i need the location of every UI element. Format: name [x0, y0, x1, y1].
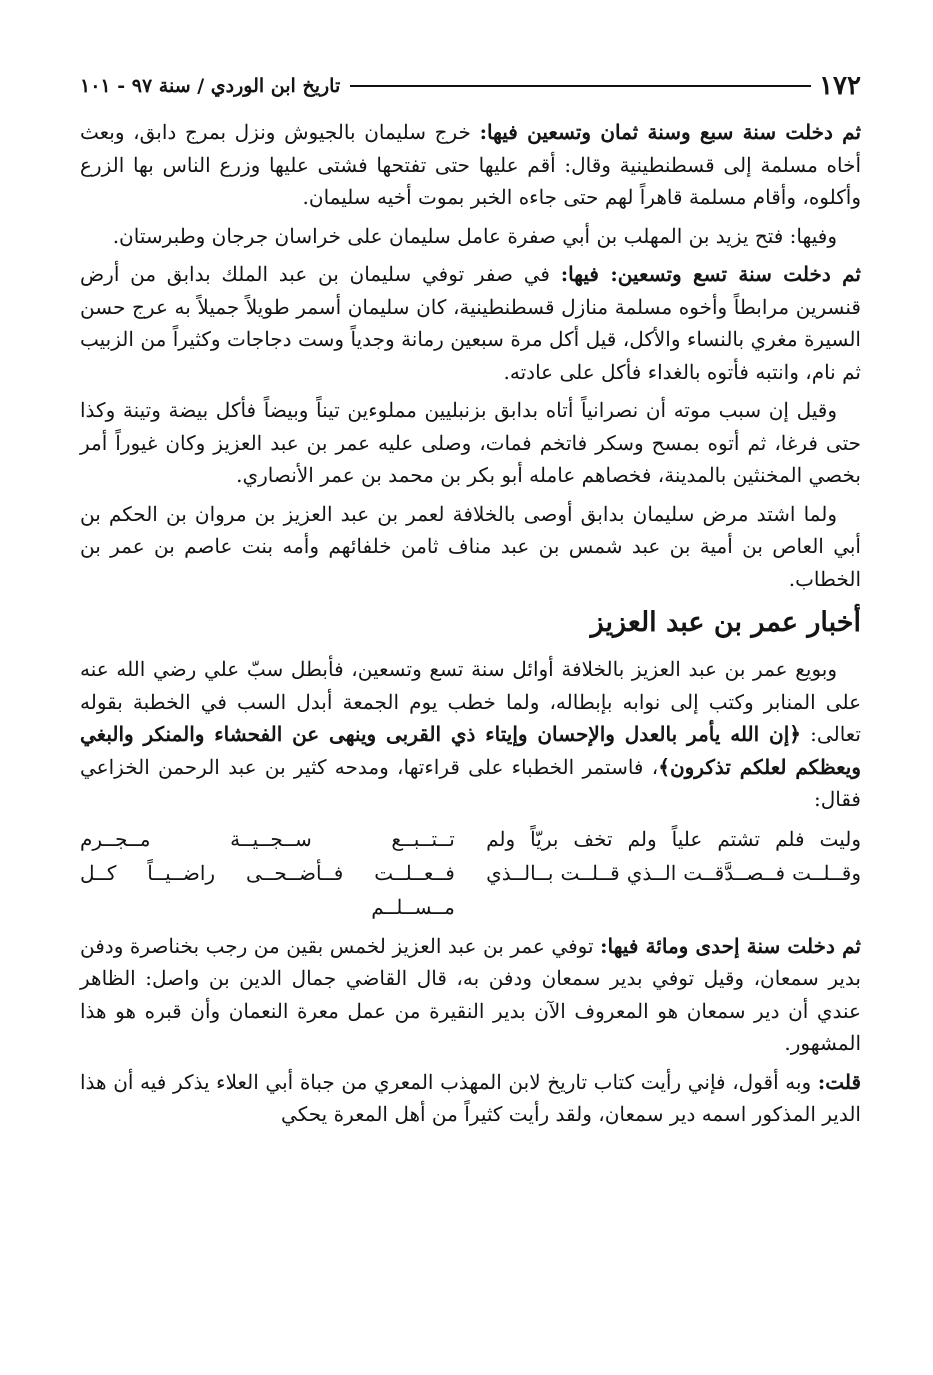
paragraph-text: خرج سليمان بالجيوش ونزل بمرج دابق، وبعث أخاه مسلمة إلى قسطنطينية وقال: أقم عليها حتى تفتحها فشتى عليها وزرع الناس بها الزرع وأكلوه، وأقام مسلمة قاهراً لهم حتى جاءه الخبر بموت أخيه سليمان.	[80, 120, 861, 209]
section-heading: أخبار عمر بن عبد العزيز	[590, 607, 861, 638]
paragraph-text: ، فاستمر الخطباء على قراءتها، ومدحه كثير بن عبد الرحمن الخزاعي فقال:	[80, 754, 861, 811]
paragraph-text: وقيل إن سبب موته أن نصرانياً أتاه بدابق بزنبليين مملوءين تيناً وبيضاً فأكل بيضة وتينة وكذا حتى فرغا، ثم أتوه بمسح وسكر فاتخم فمات، وصلى عليه عمر بن عبد العزيز وكان غيوراً أمر بخصي المخنثين بالمدينة، فخصاهم عامله أبو بكر بن محمد بن عمر الأنصاري.	[80, 398, 861, 487]
poem	[80, 822, 861, 924]
paragraph-text: في صفر توفي سليمان بن عبد الملك بدابق من أرض قنسرين مرابطاً وأخوه مسلمة منازل قسطنطينية، كان سليمان أسمر طويلاً جميلاً به عرج حسن السيرة مغري بالنساء والأكل، قيل أكل مرة سبعين رمانة وجدياً وست دجاجات وكثيراً من الزبيب ثم نام، وانتبه فأتوه بالغداء فأكل على عادته.	[80, 262, 861, 384]
paragraph-text: وبويع عمر بن عبد العزيز بالخلافة أوائل سنة تسع وتسعين، فأبطل سبّ علي رضي الله عنه على المنابر وكتب إلى نوابه بإبطاله، ولما خطب يوم الجمعة أبدل السب في الخطبة بقوله تعالى:	[80, 657, 861, 746]
year-lead: ثم دخلت سنة تسع وتسعين: فيها:	[560, 262, 861, 286]
paragraph-allegiance	[80, 653, 861, 816]
poem-line	[80, 822, 861, 856]
header-rule	[350, 85, 811, 87]
hemistich-first: وقــلــت فــصــدَّقــت الــذي قــلــت بــالــذي	[486, 860, 861, 885]
hemistich-second: تــتــبــع ســجــيــة مــجــرم	[80, 826, 455, 851]
hemistich-first: وليت فلم تشتم علياً ولم تخف بريّاً ولم	[486, 826, 861, 851]
paragraph-text: توفي عمر بن عبد العزيز لخمس بقين من رجب بخناصرة ودفن بدير سمعان، وقيل توفي بدير سمعان ودفن به، قال القاضي جمال الدين بن واصل: الظاهر عندي أن دير سمعان هو المعروف الآن بدير النقيرة من عمل معرة النعمان وأن قبره هو هذا المشهور.	[80, 933, 861, 1055]
page-number: ١٧٢	[819, 71, 861, 101]
paragraph-conquest	[80, 220, 861, 253]
paragraph-text: وبه أقول، فإني رأيت كتاب تاريخ لابن المهذب المعري من جباة أبي العلاء يذكر فيه أن هذا الدير المذكور اسمه دير سمعان، ولقد رأيت كثيراً من أهل المعرة يحكي	[80, 1069, 861, 1126]
quran-verse: ﴿إن الله يأمر بالعدل والإحسان وإيتاء ذي القربى وينهى عن الفحشاء والمنكر والبغي ويعظكم لعلكم تذكرون﴾	[80, 722, 862, 779]
year-lead: ثم دخلت سنة سبع وسنة ثمان وتسعين فيها:	[479, 120, 862, 144]
paragraph-text: وفيها: فتح يزيد بن المهلب بن أبي صفرة عامل سليمان على خراسان جرجان وطبرستان.	[112, 223, 837, 248]
paragraph-year-99	[80, 258, 861, 388]
note-lead: قلت:	[817, 1069, 862, 1094]
paragraph-text: ولما اشتد مرض سليمان بدابق أوصى بالخلافة لعمر بن عبد العزيز بن مروان بن الحكم بن أبي العاص بن أمية بن عبد شمس بن عبد مناف ثامن خلفائهم وأمه بنت عاصم بن عمر بن الخطاب.	[80, 501, 861, 591]
paragraph-succession	[80, 498, 861, 596]
running-header	[80, 66, 861, 106]
hemistich-second: فــعــلــت فــأضــحــى راضــيــاً كــل مــســلــم	[80, 860, 455, 919]
paragraph-year-101	[80, 930, 861, 1060]
main-text	[80, 116, 861, 1131]
running-title: تاريخ ابن الوردي / سنة ٩٧ - ١٠١	[80, 75, 341, 97]
poem-line	[80, 856, 861, 924]
year-lead: ثم دخلت سنة إحدى ومائة فيها:	[600, 933, 861, 958]
paragraph-death-cause	[80, 394, 861, 492]
paragraph-year-97-98	[80, 116, 861, 214]
paragraph-author-note	[80, 1066, 861, 1131]
